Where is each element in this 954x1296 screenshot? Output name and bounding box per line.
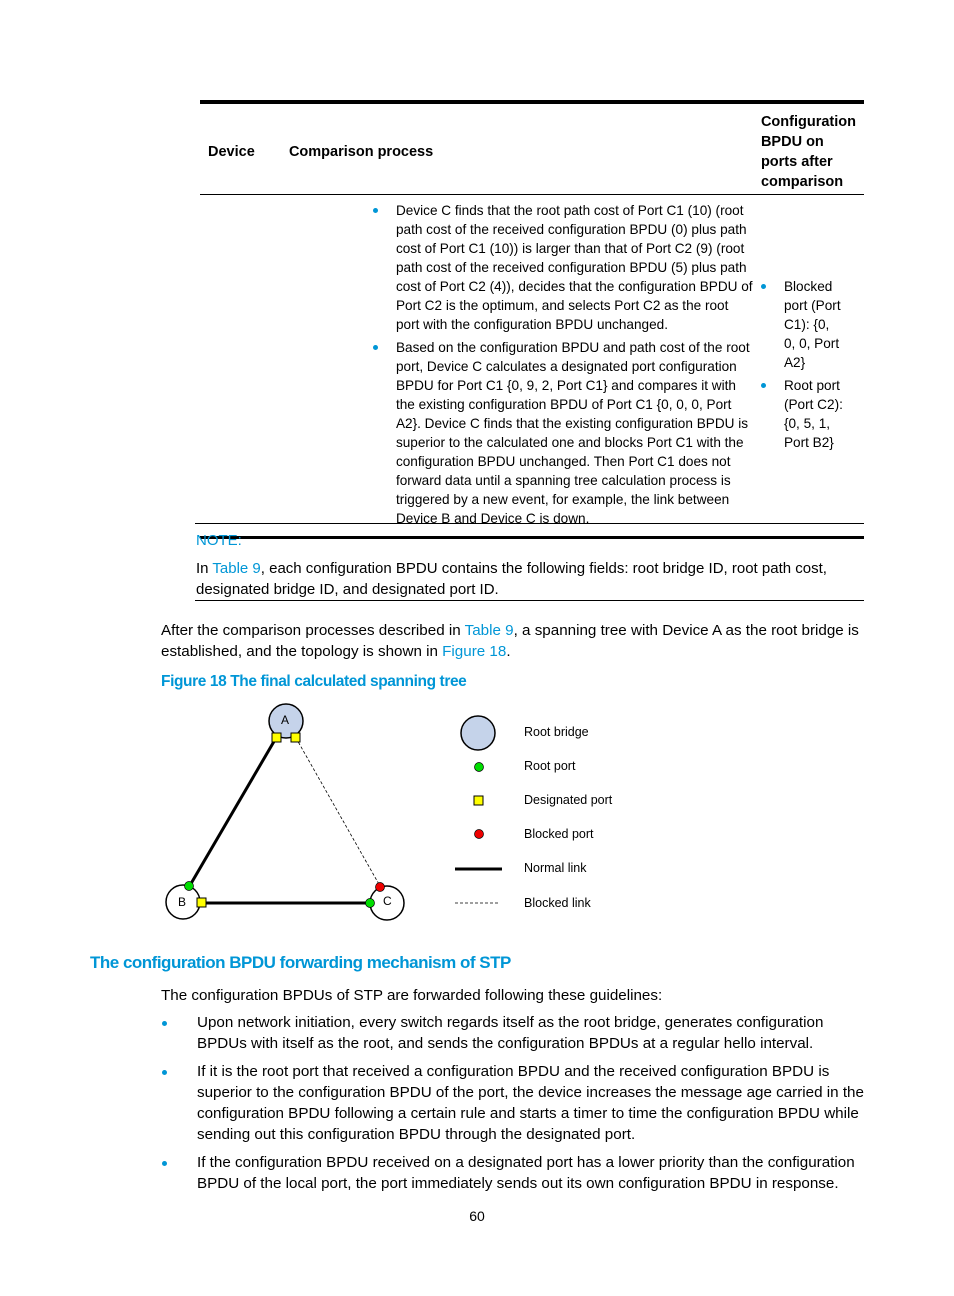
note-label: NOTE: xyxy=(196,532,242,549)
normal-link-a-b xyxy=(189,738,276,887)
list-item: If the configuration BPDU received on a designated port has a lower priority than the configuration BPDU of the local port, the port immediately sends out its own configuration BPDU in response. xyxy=(161,1152,866,1194)
table-9-link[interactable]: Table 9 xyxy=(212,560,261,577)
root-port-icon xyxy=(185,882,194,891)
section-intro: The configuration BPDUs of STP are forwarded following these guidelines: xyxy=(161,987,663,1004)
blocked-link-a-c xyxy=(296,738,380,886)
designated-port-icon xyxy=(291,733,300,742)
node-label-a: A xyxy=(281,713,290,727)
figure-18-link[interactable]: Figure 18 xyxy=(442,643,507,660)
figure-caption: Figure 18 The final calculated spanning tree xyxy=(161,673,467,690)
list-item: Device C finds that the root path cost of Port C1 (10) (root path cost of the received configuration BPDU (0) plus path cost of Port C1 (10)) is larger than that of Port C2 (9) (root path cost of the received configuration BPDU (5) plus path cost of Port C2 (4)), decides that the configuration BPDU of Port C2 is the optimum, and selects Port C2 as the root port with the configuration BPDU unchanged. xyxy=(373,201,753,334)
list-item: If it is the root port that received a configuration BPDU and the received configuration BPDU is superior to the configuration BPDU of the port, the device increases the message age carried in the configuration BPDU following a certain rule and starts a timer to time the configuration BPDU while sending out this configuration BPDU through the designated port. xyxy=(161,1061,866,1145)
root-port-legend-icon xyxy=(475,763,484,772)
legend-normal-link: Normal link xyxy=(524,861,587,875)
legend-blocked-link: Blocked link xyxy=(524,896,591,910)
table-9-link[interactable]: Table 9 xyxy=(464,622,514,639)
designated-port-legend-icon xyxy=(474,796,483,805)
legend-root-bridge: Root bridge xyxy=(524,725,589,739)
root-bridge-legend-icon xyxy=(461,716,495,750)
list-item: Based on the configuration BPDU and path cost of the root port, Device C calculates a designated port configuration BPDU for Port C1 {0, 9, 2, Port C1} and compares it with the existing configuration BPDU of Port C1 {0, 0, 0, Port A2}. Device C finds that the existing configuration BPDU is superior to the calculated one and blocks Port C1 with the configuration BPDU unchanged. Then Port C1 does not forward data until a spanning tree calculation process is triggered by a new event, for example, the link between Device B and Device C is down. xyxy=(373,338,753,528)
blocked-port-legend-icon xyxy=(475,830,484,839)
text: After the comparison processes described in xyxy=(161,622,465,639)
node-label-c: C xyxy=(383,894,392,908)
list-item: Upon network initiation, every switch regards itself as the root bridge, generates configuration BPDUs with itself as the root, and sends the configuration BPDUs at a regular hello interval. xyxy=(161,1012,866,1054)
list-item: Blocked port (Port C1): {0, 0, 0, Port A2} xyxy=(761,277,844,372)
root-port-icon xyxy=(366,899,375,908)
header-result: Configuration BPDU on ports after comparison xyxy=(753,102,864,195)
text: , a spanning tree with Device A as the root bridge is established, and the topology is shown in xyxy=(161,622,859,660)
designated-port-icon xyxy=(197,898,206,907)
legend-root-port: Root port xyxy=(524,759,576,773)
list-item: Root port (Port C2): {0, 5, 1, Port B2} xyxy=(761,376,844,452)
header-comparison: Comparison process xyxy=(281,102,753,195)
blocked-port-icon xyxy=(376,883,385,892)
designated-port-icon xyxy=(272,733,281,742)
legend-designated-port: Designated port xyxy=(524,793,613,807)
header-device: Device xyxy=(200,102,281,195)
text: . xyxy=(506,643,511,660)
note-text: In xyxy=(196,560,213,577)
page-number: 60 xyxy=(469,1208,485,1224)
node-label-b: B xyxy=(178,895,187,909)
note-text: , each configuration BPDU contains the following fields: root bridge ID, root path cost, designated bridge ID, and designated port ID. xyxy=(196,560,827,598)
guidelines-list xyxy=(161,1012,866,1201)
section-heading: The configuration BPDU forwarding mechanism of STP xyxy=(90,953,511,972)
legend-blocked-port: Blocked port xyxy=(524,827,594,841)
